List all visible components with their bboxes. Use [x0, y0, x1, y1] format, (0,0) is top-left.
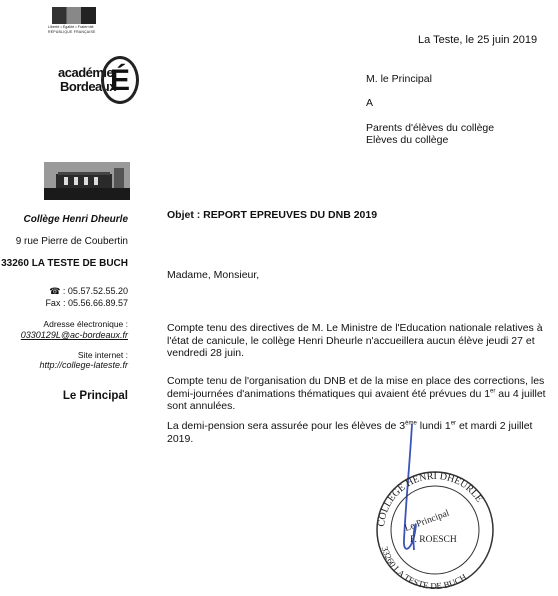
recipient-line2: Elèves du collège — [366, 134, 449, 146]
college-name: Collège Henri Dheurle — [23, 214, 128, 225]
recipient-to: M. le Principal — [366, 73, 432, 85]
p3-sup-1: ème — [405, 420, 417, 427]
p3-sup-2: er — [450, 420, 457, 427]
republique-francaise-flag-logo — [52, 7, 96, 24]
p3-text-b: lundi 1 — [416, 420, 451, 432]
p3-text-c: et mardi 2 juillet 2019. — [167, 420, 533, 445]
college-email-link[interactable]: 0330129L@ac-bordeaux.fr — [20, 330, 128, 340]
college-tel: ☎ : 05.57.52.55.20 — [49, 286, 128, 296]
signature-stamp — [360, 420, 550, 590]
letter-salutation: Madame, Monsieur, — [167, 269, 260, 281]
college-building-photo — [44, 162, 130, 200]
letter-date: La Teste, le 25 juin 2019 — [418, 34, 538, 46]
academie-word: académie — [58, 65, 114, 80]
letter-paragraph-1: Compte tenu des directives de M. Le Ministre de l'Education nationale relatives à l'état de canicule, le collège Henri Dheurle n'accueillera aucun élève jeudi 27 et vendredi 28 juin. — [167, 322, 543, 359]
college-email-label: Adresse électronique : — [43, 319, 128, 329]
stamp-inner-title: Le Principal — [403, 508, 451, 534]
letter-subject — [167, 209, 377, 222]
rf-name: RÉPUBLIQUE FRANÇAISE — [48, 30, 96, 34]
college-building-drawing — [44, 162, 130, 200]
rf-motto: Liberté • Égalité • Fraternité — [48, 25, 94, 29]
p2-sup: er — [490, 388, 496, 394]
subject-label: Objet : — [167, 209, 201, 221]
stamp-inner-name: F. ROESCH — [410, 535, 457, 545]
academie-letter: É — [109, 64, 130, 97]
principal-title: Le Principal — [62, 390, 128, 402]
academie-logo — [58, 62, 138, 112]
stamp-ring-top: COLLEGE HENRI DHEURLE — [376, 470, 485, 528]
college-site-label: Site internet : — [77, 350, 128, 360]
recipient-line1: Parents d'élèves du collège — [366, 122, 495, 134]
college-site-link[interactable]: http://college-lateste.fr — [39, 360, 128, 370]
subject-text: REPORT EPREUVES DU DNB 2019 — [203, 209, 378, 221]
college-street: 9 rue Pierre de Coubertin — [15, 236, 128, 247]
p3-text-a: La demi-pension sera assurée pour les élèves de 3 — [167, 420, 406, 432]
academie-letter-circle — [101, 56, 139, 104]
stamp-ring-bottom: 33260 LA TESTE DE BUCH — [379, 545, 469, 590]
college-fax: Fax : 05.56.66.89.57 — [45, 298, 128, 308]
recipient-a: A — [366, 97, 374, 109]
p2-text-b: au 4 juillet sont annulées. — [167, 387, 546, 412]
academie-city: Bordeaux — [60, 79, 116, 94]
college-city: 33260 LA TESTE DE BUCH — [1, 258, 128, 269]
letter-paragraph-2 — [167, 375, 549, 413]
p2-text-a: Compte tenu de l'organisation du DNB et de la mise en place des corrections, les demi-journées d'animations thématiques qui avaient été prévues du 1 — [167, 375, 545, 400]
